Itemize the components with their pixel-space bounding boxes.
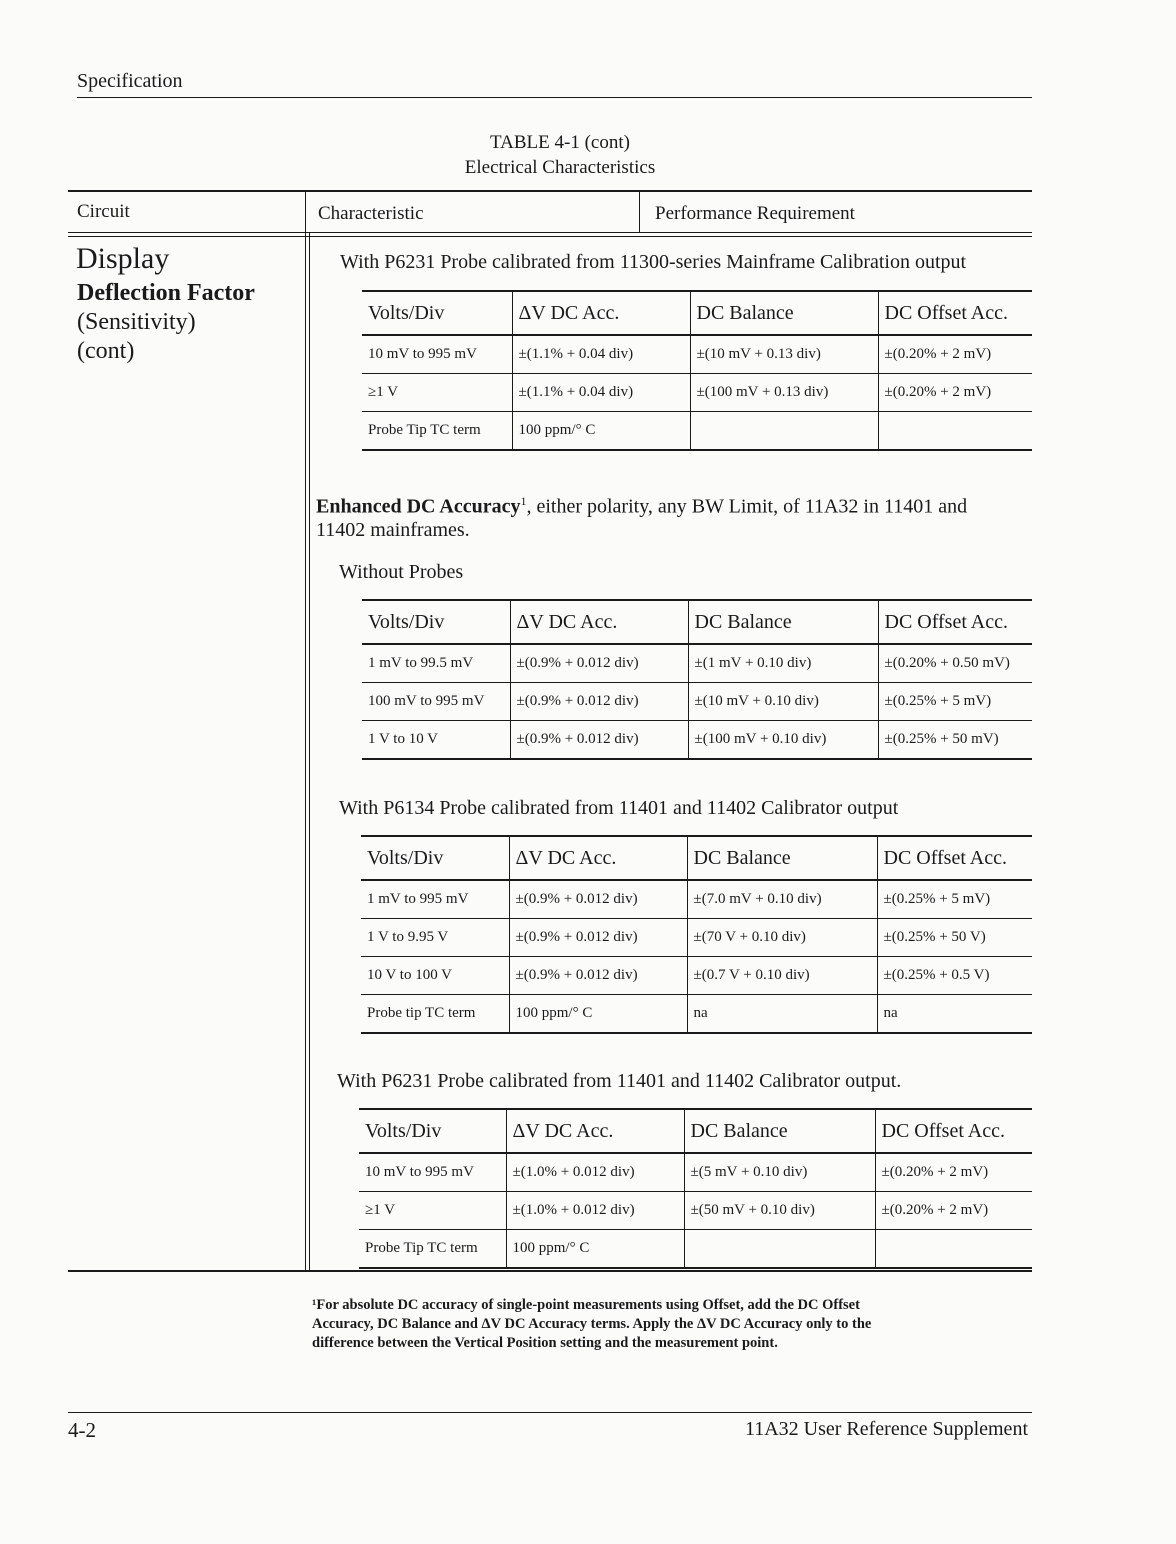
cell: 10 mV to 995 mV [362,335,512,374]
section-title: Display [76,242,170,275]
footnote-line: difference between the Vertical Position setting and the measurement point. [312,1335,778,1351]
cell: ≥1 V [362,374,512,412]
header-volts-div: Volts/Div [359,1109,506,1153]
header-volts-div: Volts/Div [361,836,509,880]
header-dc-balance: DC Balance [690,291,878,335]
header-volts-div: Volts/Div [362,291,512,335]
cell: 1 mV to 99.5 mV [362,644,510,683]
column-header-top-rule [68,190,1032,192]
cell: ±(10 mV + 0.13 div) [690,335,878,374]
cell: 100 mV to 995 mV [362,683,510,721]
cell: ±(0.25% + 0.5 V) [877,957,1032,995]
footer-rule [68,1412,1032,1413]
table-row [362,683,1032,721]
header-dc-offset-acc: DC Offset Acc. [875,1109,1032,1153]
cell: ±(50 mV + 0.10 div) [684,1192,875,1230]
table-header-row [359,1109,1032,1153]
cell: Probe Tip TC term [362,412,512,451]
page-number: 4-2 [68,1418,96,1442]
column-header-circuit: Circuit [77,201,130,222]
table-bottom-rule [68,1270,1032,1272]
cell: ±(0.25% + 50 V) [877,919,1032,957]
cell: 10 V to 100 V [361,957,509,995]
column-header-performance: Performance Requirement [655,203,855,224]
circuit-column-divider [305,190,306,1270]
enhanced-text: , either polarity, any BW Limit, of 11A32 in 11401 and [526,495,968,518]
cell: 1 V to 9.95 V [361,919,509,957]
column-header-characteristic: Characteristic [318,203,424,224]
cell: Probe tip TC term [361,995,509,1034]
table-row [361,995,1032,1034]
cell: ±(100 mV + 0.10 div) [688,721,878,760]
table-title [420,130,700,180]
cell: ±(0.20% + 2 mV) [875,1192,1032,1230]
cell: ±(1 mV + 0.10 div) [688,644,878,683]
header-rule [77,97,1032,98]
section-subtitle-3: (cont) [77,338,135,364]
cell: ±(0.20% + 2 mV) [875,1153,1032,1192]
table-title-line1: TABLE 4-1 (cont) [490,132,630,153]
cell: Probe Tip TC term [359,1230,506,1269]
cell: ±(0.9% + 0.012 div) [509,957,687,995]
table-header-row [361,836,1032,880]
spec-table-4 [359,1108,1032,1269]
running-header: Specification [77,70,183,92]
document-title: 11A32 User Reference Supplement [744,1418,1028,1440]
cell: 100 ppm/° C [509,995,687,1034]
cell: 100 ppm/° C [512,412,690,451]
header-dc-offset-acc: DC Offset Acc. [878,600,1032,644]
cell: 10 mV to 995 mV [359,1153,506,1192]
cell: ±(1.0% + 0.012 div) [506,1192,684,1230]
block1-intro: With P6231 Probe calibrated from 11300-series Mainframe Calibration output [340,251,967,273]
header-dv-dc-acc: ΔV DC Acc. [509,836,687,880]
cell: ±(0.9% + 0.012 div) [509,919,687,957]
cell: ±(5 mV + 0.10 div) [684,1153,875,1192]
table-row [362,335,1032,374]
cell [690,412,878,451]
header-dc-balance: DC Balance [684,1109,875,1153]
header-dv-dc-acc: ΔV DC Acc. [506,1109,684,1153]
enhanced-paragraph [316,490,1016,542]
cell: ±(10 mV + 0.10 div) [688,683,878,721]
enhanced-title: Enhanced DC Accuracy [316,495,521,518]
cell: ±(70 V + 0.10 div) [687,919,877,957]
cell: ±(1.1% + 0.04 div) [512,374,690,412]
spec-table-2 [362,599,1032,760]
table-row [361,880,1032,919]
cell: na [687,995,877,1034]
column-header-bottom-rule-2 [68,236,1032,237]
cell: ±(1.0% + 0.012 div) [506,1153,684,1192]
cell: ±(0.7 V + 0.10 div) [687,957,877,995]
cell [875,1230,1032,1269]
cell: ±(7.0 mV + 0.10 div) [687,880,877,919]
table-title-line2: Electrical Characteristics [464,157,656,178]
enhanced-text-2: 11402 mainframes. [316,518,470,541]
header-dc-balance: DC Balance [687,836,877,880]
cell: ±(0.9% + 0.012 div) [510,721,688,760]
table-row [362,374,1032,412]
header-dc-offset-acc: DC Offset Acc. [877,836,1032,880]
footnote-marker: 1 [520,494,527,508]
cell: ±(0.25% + 5 mV) [878,683,1032,721]
block2-intro: Without Probes [339,561,464,583]
circuit-column-divider-2 [309,232,310,1270]
cell [684,1230,875,1269]
cell: ±(0.25% + 5 mV) [877,880,1032,919]
header-dv-dc-acc: ΔV DC Acc. [512,291,690,335]
table-row [362,644,1032,683]
cell: ±(0.25% + 50 mV) [878,721,1032,760]
table-header-row [362,291,1032,335]
cell: 1 mV to 995 mV [361,880,509,919]
table-header-row [362,600,1032,644]
cell: ≥1 V [359,1192,506,1230]
cell: ±(0.9% + 0.012 div) [509,880,687,919]
cell: 100 ppm/° C [506,1230,684,1269]
section-subtitle-2: (Sensitivity) [77,309,196,335]
column-header-bottom-rule [68,232,1032,233]
section-subtitle-1: Deflection Factor [77,280,255,306]
block3-intro: With P6134 Probe calibrated from 11401 and 11402 Calibrator output [339,797,899,819]
table-row [361,919,1032,957]
footnote [312,1296,992,1353]
cell: ±(1.1% + 0.04 div) [512,335,690,374]
column-header-divider [639,192,640,232]
cell: ±(100 mV + 0.13 div) [690,374,878,412]
cell: ±(0.20% + 0.50 mV) [878,644,1032,683]
cell: na [877,995,1032,1034]
header-volts-div: Volts/Div [362,600,510,644]
header-dv-dc-acc: ΔV DC Acc. [510,600,688,644]
footnote-line: ¹For absolute DC accuracy of single-point measurements using Offset, add the DC Offset [312,1297,860,1313]
cell [878,412,1032,451]
spec-table-3 [361,835,1032,1034]
cell: 1 V to 10 V [362,721,510,760]
cell: ±(0.9% + 0.012 div) [510,644,688,683]
cell: ±(0.20% + 2 mV) [878,374,1032,412]
cell: ±(0.20% + 2 mV) [878,335,1032,374]
footnote-line: Accuracy, DC Balance and ΔV DC Accuracy terms. Apply the ΔV DC Accuracy only to the [312,1316,872,1332]
spec-table-1 [362,290,1032,451]
table-row [362,721,1032,760]
header-dc-offset-acc: DC Offset Acc. [878,291,1032,335]
block4-intro: With P6231 Probe calibrated from 11401 and 11402 Calibrator output. [337,1070,902,1092]
cell: ±(0.9% + 0.012 div) [510,683,688,721]
header-dc-balance: DC Balance [688,600,878,644]
table-row [362,412,1032,451]
table-row [359,1153,1032,1192]
table-row [359,1230,1032,1269]
table-row [359,1192,1032,1230]
table-row [361,957,1032,995]
